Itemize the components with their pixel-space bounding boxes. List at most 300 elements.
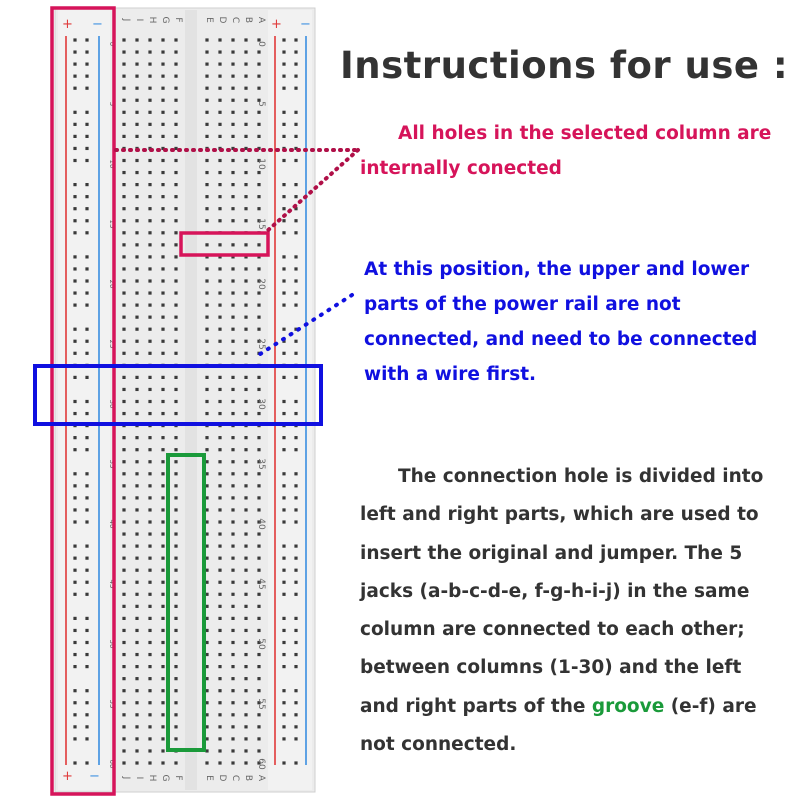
hole <box>135 231 138 234</box>
hole <box>294 545 297 548</box>
hole <box>231 400 234 403</box>
hole <box>174 255 177 258</box>
row-number: 25 <box>256 338 266 350</box>
hole <box>218 159 221 162</box>
hole <box>85 472 88 475</box>
hole <box>282 75 285 78</box>
hole <box>135 63 138 66</box>
hole <box>282 267 285 270</box>
hole <box>205 50 208 53</box>
connection-note-line-6: between columns (1-30) and the left <box>360 657 742 679</box>
column-letter-bottom: A <box>256 774 266 782</box>
hole <box>148 496 151 499</box>
hole <box>73 713 76 716</box>
hole <box>218 75 221 78</box>
hole <box>85 581 88 584</box>
hole <box>257 304 260 307</box>
column-letter-bottom: B <box>243 774 253 782</box>
column-letter-top: E <box>204 17 214 23</box>
hole <box>257 412 260 415</box>
row-number: 30 <box>256 398 266 410</box>
hole <box>73 376 76 379</box>
hole <box>282 508 285 511</box>
hole <box>294 472 297 475</box>
hole <box>244 135 247 138</box>
hole <box>148 195 151 198</box>
hole <box>85 520 88 523</box>
hole <box>257 111 260 114</box>
hole <box>122 376 125 379</box>
hole <box>73 328 76 331</box>
hole <box>282 412 285 415</box>
hole <box>73 291 76 294</box>
hole <box>174 267 177 270</box>
hole <box>244 725 247 728</box>
hole <box>218 460 221 463</box>
hole <box>85 376 88 379</box>
hole <box>135 99 138 102</box>
hole <box>122 123 125 126</box>
hole <box>294 123 297 126</box>
hole <box>174 677 177 680</box>
hole <box>282 159 285 162</box>
hole <box>244 63 247 66</box>
hole <box>231 725 234 728</box>
row-number: 50 <box>256 638 266 650</box>
hole <box>73 50 76 53</box>
hole <box>161 352 164 355</box>
hole <box>244 557 247 560</box>
column-letter-top: I <box>134 18 144 22</box>
hole <box>161 328 164 331</box>
hole <box>257 75 260 78</box>
hole <box>73 472 76 475</box>
hole <box>257 123 260 126</box>
hole <box>294 761 297 764</box>
hole <box>85 219 88 222</box>
hole <box>85 352 88 355</box>
hole <box>205 304 208 307</box>
hole <box>161 532 164 535</box>
hole <box>73 255 76 258</box>
hole <box>231 50 234 53</box>
hole <box>135 207 138 210</box>
hole <box>122 328 125 331</box>
hole <box>148 75 151 78</box>
hole <box>148 135 151 138</box>
hole <box>244 388 247 391</box>
hole <box>161 255 164 258</box>
hole <box>135 508 138 511</box>
hole <box>218 291 221 294</box>
hole <box>73 63 76 66</box>
hole <box>85 629 88 632</box>
hole <box>148 63 151 66</box>
hole <box>218 532 221 535</box>
hole <box>73 38 76 41</box>
hole <box>218 171 221 174</box>
hole <box>231 328 234 331</box>
hole <box>73 75 76 78</box>
hole <box>161 159 164 162</box>
hole <box>85 87 88 90</box>
hole <box>122 279 125 282</box>
hole <box>282 376 285 379</box>
hole <box>122 340 125 343</box>
hole <box>205 183 208 186</box>
hole <box>85 183 88 186</box>
hole <box>161 605 164 608</box>
hole <box>205 111 208 114</box>
hole <box>244 291 247 294</box>
hole <box>244 195 247 198</box>
rail-break-note-line-4: with a wire first. <box>364 364 537 385</box>
hole <box>244 472 247 475</box>
hole <box>148 701 151 704</box>
hole <box>148 653 151 656</box>
hole <box>218 99 221 102</box>
hole <box>135 496 138 499</box>
hole <box>174 50 177 53</box>
rail-plus-top-left: + <box>62 17 73 32</box>
hole <box>174 243 177 246</box>
hole <box>231 496 234 499</box>
hole <box>161 38 164 41</box>
hole <box>218 737 221 740</box>
hole <box>205 436 208 439</box>
hole <box>244 436 247 439</box>
hole <box>205 376 208 379</box>
hole <box>294 352 297 355</box>
hole <box>73 761 76 764</box>
rail-break-note-line-1: At this position, the upper and lower <box>364 259 750 280</box>
row-number: 5 <box>256 101 266 107</box>
hole <box>135 629 138 632</box>
hole <box>122 195 125 198</box>
hole <box>73 448 76 451</box>
hole <box>244 75 247 78</box>
hole <box>73 725 76 728</box>
connection-note-line-7b: (e-f) are <box>664 695 757 717</box>
hole <box>85 412 88 415</box>
hole <box>218 38 221 41</box>
hole <box>218 581 221 584</box>
hole <box>122 267 125 270</box>
hole <box>73 508 76 511</box>
hole <box>218 436 221 439</box>
rail-plus-bottom-left: + <box>62 769 73 784</box>
hole <box>174 508 177 511</box>
connection-note-line-2: left and right parts, which are used to <box>360 504 759 526</box>
row-number-small: 50 <box>108 639 116 649</box>
hole <box>244 761 247 764</box>
hole <box>148 448 151 451</box>
hole <box>135 737 138 740</box>
hole <box>244 99 247 102</box>
hole <box>85 689 88 692</box>
hole <box>231 352 234 355</box>
hole <box>148 400 151 403</box>
hole <box>244 737 247 740</box>
hole <box>294 195 297 198</box>
hole <box>161 135 164 138</box>
hole <box>122 243 125 246</box>
hole <box>231 593 234 596</box>
hole <box>218 557 221 560</box>
hole <box>231 159 234 162</box>
column-note-line-2: internally conected <box>360 158 562 179</box>
hole <box>73 436 76 439</box>
hole <box>231 376 234 379</box>
hole <box>135 749 138 752</box>
hole <box>85 761 88 764</box>
hole <box>257 557 260 560</box>
hole <box>218 653 221 656</box>
hole <box>174 219 177 222</box>
hole <box>294 617 297 620</box>
hole <box>122 593 125 596</box>
hole <box>161 207 164 210</box>
hole <box>135 532 138 535</box>
row-number-small: 60 <box>108 759 116 769</box>
hole <box>282 304 285 307</box>
hole <box>218 496 221 499</box>
column-note <box>360 116 780 186</box>
hole <box>85 508 88 511</box>
rail-minus-top-right: − <box>300 17 311 32</box>
hole <box>122 50 125 53</box>
hole <box>282 617 285 620</box>
hole <box>161 593 164 596</box>
hole <box>218 219 221 222</box>
column-letter-top: G <box>160 16 170 24</box>
hole <box>257 617 260 620</box>
hole <box>148 557 151 560</box>
hole <box>161 87 164 90</box>
hole <box>135 689 138 692</box>
hole <box>205 267 208 270</box>
hole <box>294 484 297 487</box>
hole <box>218 183 221 186</box>
hole <box>161 581 164 584</box>
hole <box>218 352 221 355</box>
hole <box>122 171 125 174</box>
hole <box>148 629 151 632</box>
hole <box>282 545 285 548</box>
hole <box>282 557 285 560</box>
hole <box>282 593 285 596</box>
hole <box>73 581 76 584</box>
hole <box>122 159 125 162</box>
hole <box>148 231 151 234</box>
column-letter-top: B <box>243 16 253 24</box>
hole <box>294 291 297 294</box>
hole <box>148 484 151 487</box>
column-letter-top: A <box>256 16 266 24</box>
hole <box>73 689 76 692</box>
hole <box>135 316 138 319</box>
hole <box>244 617 247 620</box>
hole <box>231 737 234 740</box>
hole <box>294 340 297 343</box>
hole <box>244 279 247 282</box>
hole <box>218 508 221 511</box>
hole <box>73 641 76 644</box>
hole <box>85 484 88 487</box>
hole <box>148 291 151 294</box>
hole <box>257 569 260 572</box>
hole <box>85 111 88 114</box>
hole <box>218 243 221 246</box>
hole <box>85 653 88 656</box>
hole <box>135 75 138 78</box>
hole <box>73 701 76 704</box>
hole <box>122 448 125 451</box>
hole <box>148 111 151 114</box>
hole <box>231 629 234 632</box>
hole <box>231 472 234 475</box>
hole <box>218 267 221 270</box>
hole <box>257 677 260 680</box>
hole <box>282 352 285 355</box>
hole <box>282 207 285 210</box>
hole <box>244 605 247 608</box>
hole <box>174 207 177 210</box>
hole <box>282 653 285 656</box>
hole <box>85 340 88 343</box>
hole <box>218 689 221 692</box>
hole <box>135 195 138 198</box>
hole <box>122 99 125 102</box>
hole <box>231 761 234 764</box>
hole <box>148 617 151 620</box>
hole <box>122 569 125 572</box>
hole <box>231 243 234 246</box>
hole <box>122 388 125 391</box>
hole <box>257 665 260 668</box>
hole <box>161 665 164 668</box>
hole <box>218 677 221 680</box>
hole <box>257 496 260 499</box>
hole <box>122 484 125 487</box>
column-letter-bottom: I <box>134 776 144 780</box>
hole <box>161 737 164 740</box>
hole <box>85 231 88 234</box>
hole <box>161 123 164 126</box>
row-number: 45 <box>256 578 266 590</box>
hole <box>231 63 234 66</box>
hole <box>205 135 208 138</box>
row-number-small: 35 <box>108 459 116 469</box>
hole <box>294 135 297 138</box>
groove-word: groove <box>591 695 665 717</box>
hole <box>73 195 76 198</box>
hole <box>244 243 247 246</box>
hole <box>231 641 234 644</box>
hole <box>294 737 297 740</box>
hole <box>218 593 221 596</box>
hole <box>294 376 297 379</box>
hole <box>85 557 88 560</box>
hole <box>85 701 88 704</box>
hole <box>122 665 125 668</box>
hole <box>122 689 125 692</box>
hole <box>161 701 164 704</box>
row-number-small: 30 <box>108 399 116 409</box>
hole <box>161 388 164 391</box>
hole <box>231 99 234 102</box>
hole <box>85 328 88 331</box>
hole <box>174 460 177 463</box>
hole <box>257 207 260 210</box>
row-number: 40 <box>256 518 266 530</box>
hole <box>218 388 221 391</box>
hole <box>174 581 177 584</box>
hole <box>205 207 208 210</box>
column-letter-bottom: C <box>230 774 240 782</box>
hole <box>244 219 247 222</box>
hole <box>244 496 247 499</box>
hole <box>122 63 125 66</box>
hole <box>231 207 234 210</box>
hole <box>244 653 247 656</box>
hole <box>294 87 297 90</box>
row-number: 20 <box>256 278 266 290</box>
hole <box>282 123 285 126</box>
hole <box>231 279 234 282</box>
hole <box>174 653 177 656</box>
hole <box>174 328 177 331</box>
hole <box>135 267 138 270</box>
hole <box>257 63 260 66</box>
hole <box>294 508 297 511</box>
hole <box>174 713 177 716</box>
column-letter-bottom: D <box>217 774 227 782</box>
hole <box>122 291 125 294</box>
hole <box>174 436 177 439</box>
hole <box>148 520 151 523</box>
hole <box>161 231 164 234</box>
hole <box>218 448 221 451</box>
hole <box>148 183 151 186</box>
hole <box>122 545 125 548</box>
hole <box>148 243 151 246</box>
hole <box>244 316 247 319</box>
hole <box>122 400 125 403</box>
hole <box>135 304 138 307</box>
hole <box>161 677 164 680</box>
hole <box>135 328 138 331</box>
hole <box>257 593 260 596</box>
hole <box>244 520 247 523</box>
hole <box>174 183 177 186</box>
hole <box>257 243 260 246</box>
hole <box>122 135 125 138</box>
hole <box>135 243 138 246</box>
hole <box>294 713 297 716</box>
hole <box>148 219 151 222</box>
hole <box>73 123 76 126</box>
hole <box>231 677 234 680</box>
hole <box>244 665 247 668</box>
hole <box>174 641 177 644</box>
hole <box>174 38 177 41</box>
hole <box>73 545 76 548</box>
hole <box>174 135 177 138</box>
hole <box>85 267 88 270</box>
hole <box>135 701 138 704</box>
hole <box>174 545 177 548</box>
